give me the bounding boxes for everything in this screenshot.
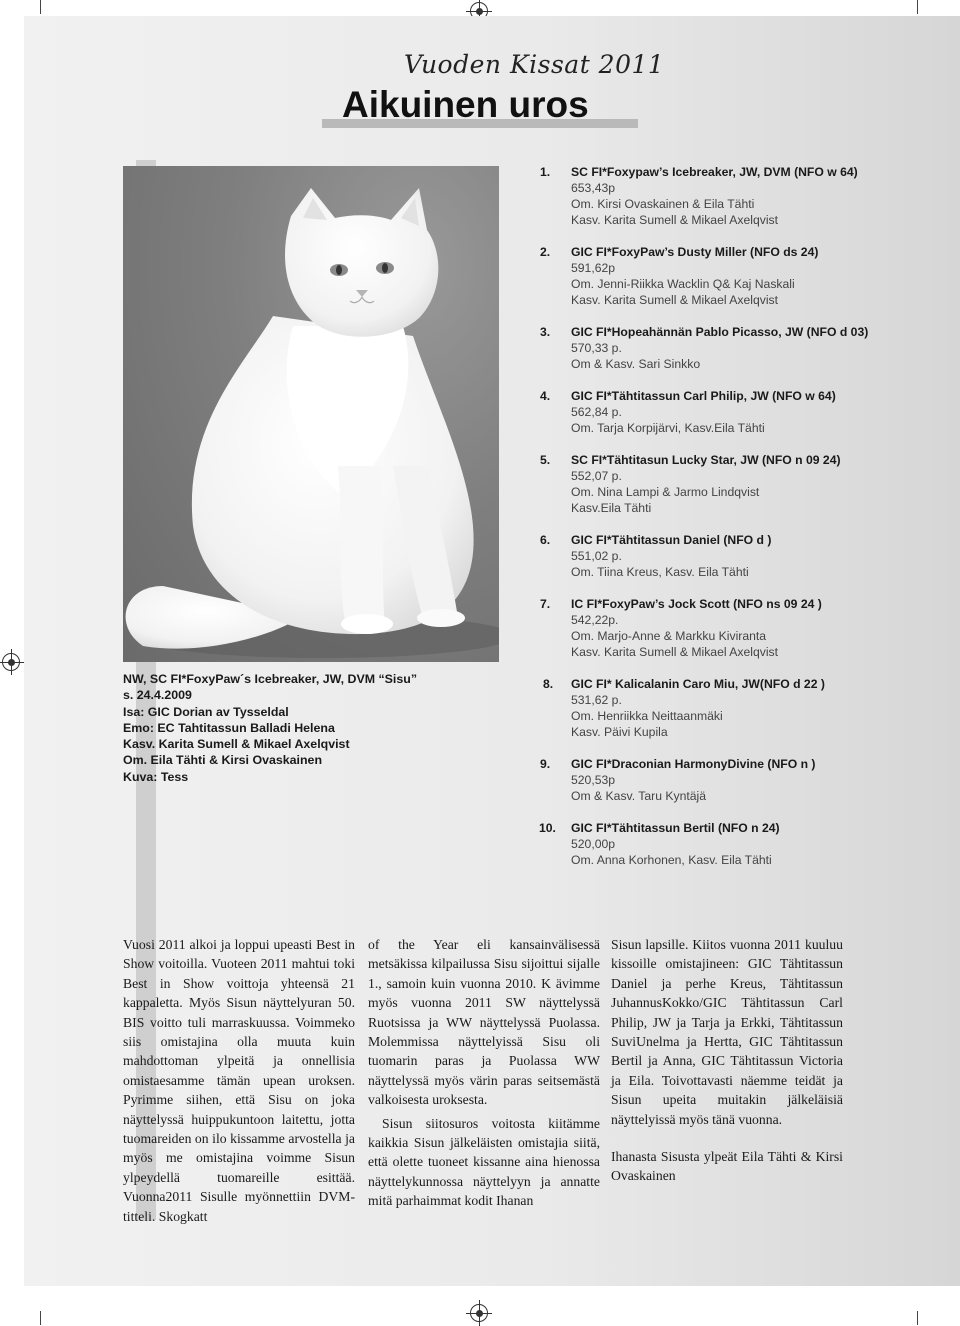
article-paragraph: Sisun siitosuros voitosta kiitämme kaikkia Sisun jälkeläisten omistajia siitä, että olette tuoneet kissanne aina hienossa näyttelykunnossa näyttelyyn ja annatte mitä parhaimmat kodit Ihanan xyxy=(368,1115,600,1209)
entry-detail: Om & Kasv. Taru Kyntäjä xyxy=(571,789,707,803)
entry-detail: Om. Tarja Korpijärvi, Kasv.Eila Tähti xyxy=(571,421,765,435)
rank-number: 9. xyxy=(540,757,551,771)
entry-detail: 520,00p xyxy=(571,837,616,851)
cat-name: GIC FI*Tähtitassun Daniel (NFO d ) xyxy=(571,533,772,547)
entry-detail: 542,22p. xyxy=(571,613,619,627)
rank-number: 3. xyxy=(540,325,551,339)
entry-detail: Kasv. Päivi Kupila xyxy=(571,725,668,739)
registration-mark-icon xyxy=(470,1304,488,1322)
entry-detail: Kasv. Karita Sumell & Mikael Axelqvist xyxy=(571,213,779,227)
entry-detail: Om. Kirsi Ovaskainen & Eila Tähti xyxy=(571,197,755,211)
page-title: Aikuinen uros xyxy=(342,84,589,125)
caption-line: Kasv. Karita Sumell & Mikael Axelqvist xyxy=(123,737,350,752)
entry-detail: 551,02 p. xyxy=(571,549,622,563)
cat-illustration xyxy=(123,166,499,662)
entry-detail: Om & Kasv. Sari Sinkko xyxy=(571,357,701,371)
entry-detail: 520,53p xyxy=(571,773,616,787)
caption-line: Isa: GIC Dorian av Tysseldal xyxy=(123,704,289,719)
caption-line: Om. Eila Tähti & Kirsi Ovaskainen xyxy=(123,753,323,768)
rank-number: 5. xyxy=(540,453,551,467)
rank-number: 2. xyxy=(540,245,551,259)
page-subtitle: Vuoden Kissat 2011 xyxy=(404,50,665,79)
crop-mark xyxy=(40,0,41,14)
entry-detail: 570,33 p. xyxy=(571,341,622,355)
caption-line: NW, SC FI*FoxyPaw´s Icebreaker, JW, DVM “Sisu” xyxy=(123,672,418,686)
entry-detail: Om. Tiina Kreus, Kasv. Eila Tähti xyxy=(571,565,749,579)
entry-detail: 562,84 p. xyxy=(571,405,622,419)
entry-detail: 591,62p xyxy=(571,261,616,275)
entry-detail: Kasv. Karita Sumell & Mikael Axelqvist xyxy=(571,293,779,307)
cat-name: IC FI*FoxyPaw’s Jock Scott (NFO ns 09 24 ) xyxy=(571,597,822,611)
entry-detail: 653,43p xyxy=(571,181,616,195)
rank-number: 4. xyxy=(540,389,551,403)
caption-line: Emo: EC Tahtitassun Balladi Helena xyxy=(123,720,335,735)
photo-caption xyxy=(123,671,423,785)
entry-detail: Om. Henriikka Neittaanmäki xyxy=(571,709,723,723)
cat-name: GIC FI*Tähtitassun Carl Philip, JW (NFO w 64) xyxy=(571,389,836,403)
cat-name: GIC FI*FoxyPaw’s Dusty Miller (NFO ds 24) xyxy=(571,245,819,259)
article-paragraph: Ihanasta Sisusta ylpeät Eila Tähti & Kirsi Ovaskainen xyxy=(611,1149,843,1184)
rank-number: 7. xyxy=(540,597,551,611)
cat-name: SC FI*Foxypaw’s Icebreaker, JW, DVM (NFO w 64) xyxy=(571,165,858,179)
cat-photo xyxy=(123,166,499,662)
crop-mark xyxy=(40,1311,41,1325)
caption-line: s. 24.4.2009 xyxy=(123,688,192,703)
crop-mark xyxy=(917,1311,918,1325)
registration-mark-icon xyxy=(2,653,20,671)
entry-detail: Om. Anna Korhonen, Kasv. Eila Tähti xyxy=(571,853,772,867)
article-paragraph: Sisun lapsille. Kiitos vuonna 2011 kuuluu kissoille omistajineen: GIC Tähtitassun Daniel ja perhe Kreus, Tähtitassun JuhannusKokko/GIC Tähtitassun Carl Philip, JW ja Tarja ja Erkki, Tähtitassun SuviUnelma ja Hertta, GIC Tähtitassun Bertil ja Anna, GIC Tähtitassun Victoria ja Eila. Toivottavasti näemme teidät ja Sisun upeita muitakin jälkeläisiä näyttelyissä myös tänä vuonna. xyxy=(611,937,843,1127)
article-column-1 xyxy=(123,935,355,1226)
cat-name: GIC FI* Kalicalanin Caro Miu, JW(NFO d 22 ) xyxy=(571,677,825,691)
entry-detail: 552,07 p. xyxy=(571,469,622,483)
entry-detail: Kasv.Eila Tähti xyxy=(571,501,652,515)
entry-detail: Om. Nina Lampi & Jarmo Lindqvist xyxy=(571,485,760,499)
article-column-3 xyxy=(611,935,843,1186)
rank-number: 1. xyxy=(540,165,551,179)
article-paragraph: Vuosi 2011 alkoi ja loppui upeasti Best in Show voitoilla. Vuoteen 2011 mahtui toki Best in Show voittoja yhteensä 21 kappaletta. Myös Sisun näyttelyuran 50. BIS voitto tuli marraskuussa. Voimmeko siis omistajina olla muuta kuin mahdottoman ylpeitä ja onnellisia omistaesamme tämän upean uroksen. Pyrimme siihen, että Sisu on joka näyttelyssä huippukuntoon laitettu, jotta tuomareiden on ilo kissamme arvostella ja myös me omistajina voimme Sisun ylpeydellä tuomareille esittää. Vuonna2011 Sisulle myönnettiin DVM-titteli. Skogkatt xyxy=(123,937,355,1224)
entry-detail: 531,62 p. xyxy=(571,693,622,707)
cat-name: SC FI*Tähtitasun Lucky Star, JW (NFO n 09 24) xyxy=(571,453,841,467)
entry-detail: Om. Marjo-Anne & Markku Kiviranta xyxy=(571,629,767,643)
rank-number: 10. xyxy=(539,821,556,835)
entry-detail: Kasv. Karita Sumell & Mikael Axelqvist xyxy=(571,645,779,659)
rank-number: 6. xyxy=(540,533,551,547)
crop-mark xyxy=(917,0,918,14)
rank-number: 8. xyxy=(543,677,554,691)
entry-detail: Om. Jenni-Riikka Wacklin Q& Kaj Naskali xyxy=(571,277,795,291)
article-column-2 xyxy=(368,935,600,1211)
cat-name: GIC FI*Tähtitassun Bertil (NFO n 24) xyxy=(571,821,780,835)
cat-name: GIC FI*Hopeahännän Pablo Picasso, JW (NFO d 03) xyxy=(571,325,869,339)
article-paragraph: of the Year eli kansainvälisessä metsäkissa kilpailussa Sisu sijoittui sijalle 1., samoin kuin vuonna 2010. K ävimme myös vuonna 2011 SW näyttelyssä Ruotsissa ja WW näyttelyssä Puolassa. Molemmissa näyttelyissä Sisu oli tuomarin paras ja Puolassa WW näyttelyssä myös värin paras seitsemästä valkoisesta uroksesta. xyxy=(368,937,600,1108)
caption-line: Kuva: Tess xyxy=(123,769,189,784)
cat-name: GIC FI*Draconian HarmonyDivine (NFO n ) xyxy=(571,757,816,771)
